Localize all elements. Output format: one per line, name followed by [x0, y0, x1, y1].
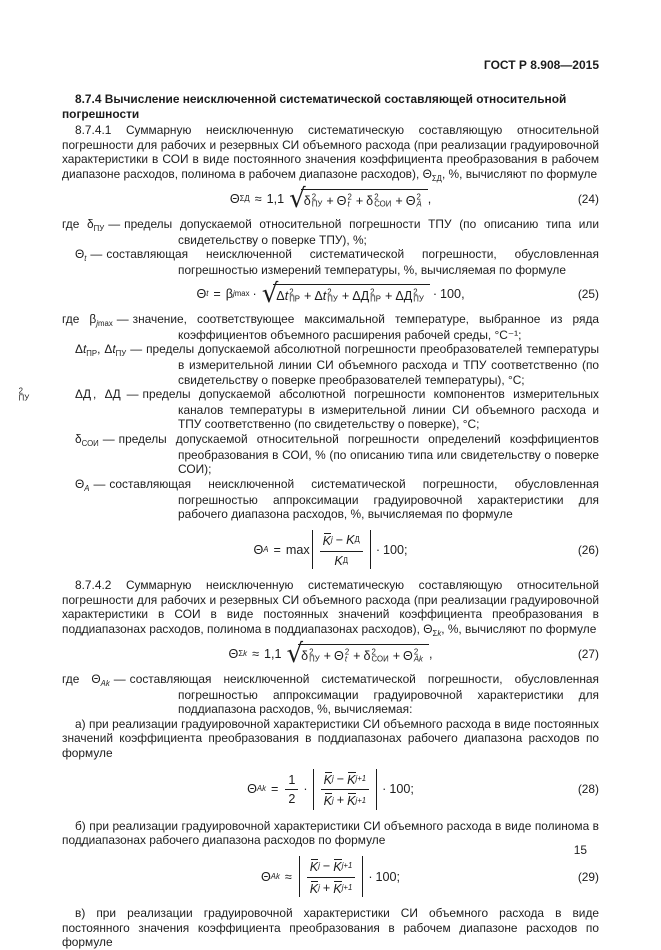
formula-27: Θ Σk ≈ 1,1 √ δ 2 ПУ + Θ 2 t + δ 2 СОИ + Θ 2 Ak , (27) [228, 638, 599, 669]
section-heading: 8.7.4 Вычисление неисключенной систематической составляющей относительной погрешности [62, 92, 567, 121]
page-number: 15 [573, 843, 587, 857]
sqrt-radical: √ δ 2 ПУ + Θ 2 t + δ 2 СОИ + Θ 2 Ak [287, 644, 429, 665]
definition-delta-soi: $\delta_{СОИ}$ — пределы допускаемой относительной погрешности определений коэффициентов преобразования в СОИ, % (по описанию типа или свидетельству о поверке СОИ); [75, 431, 599, 477]
doc-header: ГОСТ Р 8.908—2015 [483, 58, 599, 72]
formula-24: Θ ΣД ≈ 1,1 √ δ 2 ПУ + Θ 2 t + δ 2 СОИ + Θ 2 A , (24) [229, 183, 599, 214]
radical-icon: √ [261, 278, 279, 309]
abs-bars: K j − K j+1 K j + K j+1 [299, 856, 364, 897]
abs-bars: K j − K j+1 K j + K j+1 [313, 769, 378, 810]
paragraph-8741: 8.7.4.1 Суммарную неисключенную систематическую составляющую относительной погрешности для рабочих и резервных СИ объемного расхода (при реализации градуировочной характеристики в СОИ в виде постоянного значения коэффициента преобразования в рабочем диапазоне расходов, полинома в рабочем диапазоне расходов), $\Theta_{\Sigma Д}$, %, вычисляют по формуле [62, 123, 599, 183]
list-item-b: б) при реализации градуировочной характеристики СИ объемного расхода в виде полинома в поддиапазонах рабочего диапазона расходов по формуле [62, 818, 599, 848]
definition-delta-pu: где $\delta_{ПУ}$ — пределы допускаемой относительной погрешности ТПУ (по описанию типа или свидетельству о поверке ТПУ), %; [62, 216, 599, 247]
inline-symbol: $\Theta_{\Sigma Д}$ [422, 166, 442, 183]
definition-delta-t: $\Delta t_{ПР}$, $\Delta t_{ПУ}$ — пределы допускаемой абсолютной погрешности преобразователей температуры в измерительной линии СИ объемного расхода и ТПУ соответственно (по свидетельству о поверке преобразователей температуры), °С; [75, 342, 599, 387]
paragraph-8742: 8.7.4.2 Суммарную неисключенную систематическую составляющую относительной погрешности для рабочих и резервных СИ объемного расхода (при реализации градуировочной характеристики в СОИ в виде постоянных значений коэффициента преобразования в поддиапазонах расходов, полинома в поддиапазонах расходов), $\Theta_{\Sigma k}$, %, вычисляют по формуле [62, 578, 599, 638]
equation-number-24: (24) [577, 192, 599, 207]
definition-delta-d: ΔД , ΔД 2 ПУ — пределы допускаемой абсолютной погрешности компонентов измерительных каналов температуры в измерительной линии СИ объемного расхода и ТПУ соответственно (по свидетельству о поверке), °С; [18, 386, 599, 432]
definition-theta-ak: где $\Theta_{Ak}$ — составляющая неисключенной систематической погрешности, обусловленная погрешностью аппроксимации градуировочной характеристики для поддиапазона расходов, %, вычисляемая: [62, 671, 599, 717]
equation-number-28: (28) [577, 782, 599, 797]
equation-number-25: (25) [577, 287, 599, 302]
formula-28: Θ Ak = $\frac{1}{2}$ · K j − K j+1 K j + K j+1 · 100 ; (28) [62, 769, 599, 810]
radical-icon: √ [286, 638, 304, 669]
equation-number-29: (29) [577, 869, 599, 884]
definition-beta-jmax: где $\beta_{jmax}$ — значение, соответствующее максимальной температуре, выбранное из ряда коэффициентов объемного расширения рабочей среды, °С⁻¹; [62, 311, 599, 342]
abs-bars: K j − K Д K Д [312, 530, 371, 569]
list-item-a: а) при реализации градуировочной характеристики СИ объемного расхода в виде постоянных значений коэффициента преобразования в поддиапазонах рабочего диапазона расходов по формуле [62, 716, 599, 761]
radical-icon: √ [289, 183, 306, 214]
sqrt-radical: √ Δ t 2 ПР + Δ t 2 ПУ + ΔД 2 ПР + ΔД 2 ПУ [262, 284, 430, 305]
equation-number-27: (27) [577, 647, 599, 662]
list-item-v: в) при реализации градуировочной характеристики СИ объемного расхода в виде постоянного значения коэффициента преобразования в рабочем диапазоне расходов по формуле [62, 906, 599, 950]
formula-26: Θ A = max K j − K Д K Д · 100 ; (26) [62, 530, 599, 569]
definition-theta-a: $\Theta_A$ — составляющая неисключенной систематической погрешности, обусловленная погрешностью аппроксимации градуировочной характеристики для рабочего диапазона расходов, %, вычисляемая по формуле [75, 476, 599, 522]
equation-number-26: (26) [577, 542, 599, 557]
sqrt-radical: √ δ 2 ПУ + Θ 2 t + δ 2 СОИ + Θ 2 A [289, 189, 428, 210]
formula-29: Θ Ak ≈ K j − K j+1 K j + K j+1 · 100 ; (29) [62, 856, 599, 897]
page-content [18, 58, 599, 950]
formula-25: Θ t = β jmax · √ Δ t 2 ПР + Δ t 2 ПУ + ΔД 2 ПР + ΔД 2 ПУ · 100 , (25) [196, 278, 599, 309]
definition-theta-t: $\Theta_t$ — составляющая неисключенной систематической погрешности, обусловленная погрешностью измерений температуры, %, вычисляемая по формуле [75, 247, 599, 278]
inline-symbol: $\Theta_{\Sigma k}$ [423, 621, 442, 638]
